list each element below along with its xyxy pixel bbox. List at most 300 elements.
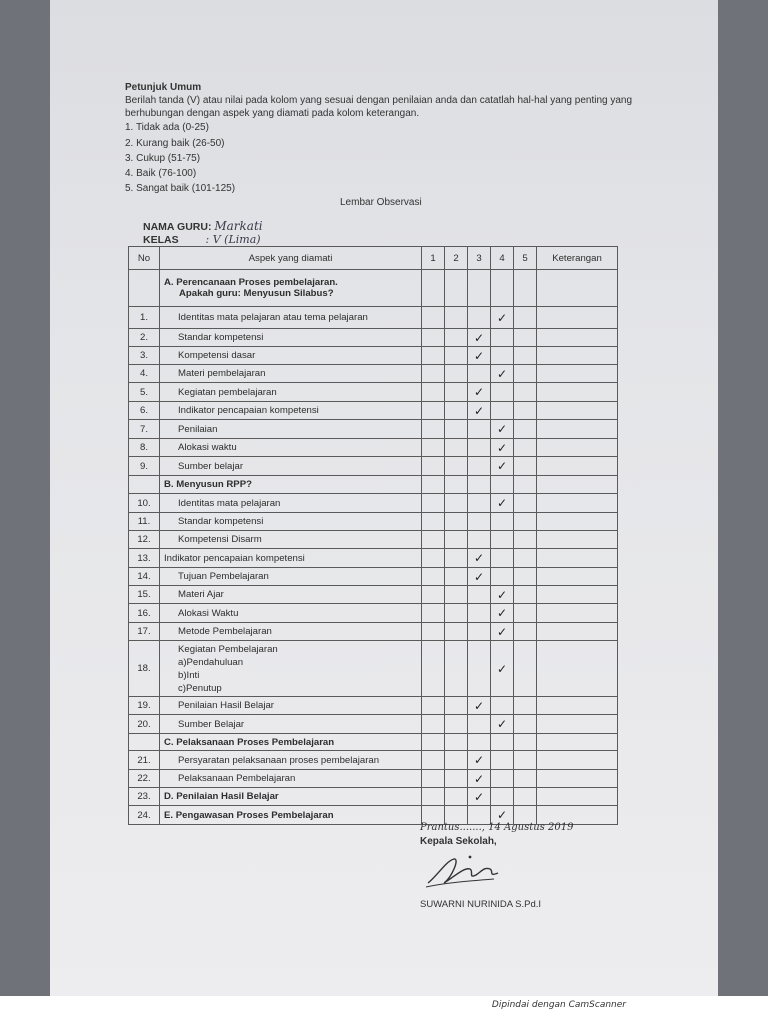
row-aspek	[160, 365, 422, 383]
header-score-2: 2	[445, 247, 468, 270]
score-cell-1	[422, 586, 445, 604]
table-row	[129, 439, 618, 457]
score-cell-4	[491, 586, 514, 604]
score-cell-2	[445, 513, 468, 531]
row-18-subitem-label: Pendahuluan	[186, 656, 244, 668]
score-cell-4	[491, 715, 514, 734]
section-letter: D.	[164, 791, 174, 802]
score-cell-1	[422, 568, 445, 586]
row-number: 2.	[129, 329, 160, 347]
row-number: 19.	[129, 697, 160, 715]
row-aspek	[160, 586, 422, 604]
score-cell-5	[514, 329, 537, 347]
table-row	[129, 402, 618, 420]
row-18-subitem	[164, 656, 421, 669]
check-mark-icon: ✓	[496, 808, 508, 822]
row-number: 21.	[129, 751, 160, 770]
row-aspek-label: Materi Ajar	[178, 589, 224, 600]
row-aspek	[160, 531, 422, 549]
score-cell-5	[514, 604, 537, 623]
table-row	[129, 788, 618, 806]
table-row	[129, 715, 618, 734]
section-c-letter: C.	[164, 736, 174, 748]
header-score-4: 4	[491, 247, 514, 270]
scale-item-5: 5. Sangat baik (101-125)	[125, 183, 236, 194]
row-aspek	[160, 697, 422, 715]
class-value: : V (Lima)	[205, 233, 261, 246]
score-cell-2	[445, 549, 468, 568]
row-aspek	[160, 549, 422, 568]
keterangan-cell	[537, 439, 618, 457]
keterangan-cell	[537, 531, 618, 549]
score-cell-5	[514, 788, 537, 806]
score-cell-3	[468, 402, 491, 420]
row-aspek-label: Sumber belajar	[178, 460, 244, 472]
score-cell-3	[468, 568, 491, 586]
score-cell-4	[491, 568, 514, 586]
score-cell-3	[468, 788, 491, 806]
row-number: 8.	[129, 439, 160, 457]
row-18-subitem-label: Penutup	[186, 682, 222, 694]
score-cell-1	[422, 402, 445, 420]
score-cell-2	[445, 788, 468, 806]
row-number: 22.	[129, 770, 160, 788]
row-aspek	[160, 457, 422, 476]
row-aspek-label: Indikator pencapaian kompetensi	[164, 552, 305, 564]
score-cell-4	[491, 697, 514, 715]
row-number: 13.	[129, 549, 160, 568]
row-aspek-label: Penilaian Hasil Belajar	[178, 700, 274, 711]
check-mark-icon: ✓	[473, 789, 485, 804]
table-row	[129, 457, 618, 476]
score-cell-5	[514, 751, 537, 770]
score-cell-4	[491, 383, 514, 402]
row-aspek	[160, 347, 422, 365]
score-cell-3	[468, 513, 491, 531]
keterangan-cell	[537, 549, 618, 568]
check-mark-icon: ✓	[473, 403, 485, 418]
score-cell-1	[422, 770, 445, 788]
check-mark-icon: ✓	[473, 385, 485, 399]
score-cell-2	[445, 439, 468, 457]
score-cell-4	[491, 420, 514, 439]
row-18-subitem-label: Inti	[186, 669, 200, 681]
row-number: 11.	[129, 513, 160, 531]
keterangan-cell	[537, 788, 618, 806]
row-aspek-label: Pengawasan Proses Pembelajaran	[175, 809, 334, 821]
table-row	[129, 641, 618, 697]
score-cell-1	[422, 347, 445, 365]
score-cell-2	[445, 402, 468, 420]
row-number: 9.	[129, 457, 160, 476]
observation-table	[128, 246, 618, 825]
row-number: 5.	[129, 383, 160, 402]
keterangan-cell	[537, 697, 618, 715]
score-cell-1	[422, 439, 445, 457]
score-cell-2	[445, 586, 468, 604]
row-aspek	[160, 383, 422, 402]
scale-item-3: 3. Cukup (51-75)	[125, 153, 201, 164]
check-mark-icon: ✓	[496, 459, 508, 473]
score-cell-5	[514, 586, 537, 604]
score-cell-5	[514, 715, 537, 734]
section-a-letter: A.	[164, 277, 174, 288]
row-number: 3.	[129, 347, 160, 365]
keterangan-cell	[537, 623, 618, 641]
table-row	[129, 531, 618, 549]
row-aspek	[160, 568, 422, 586]
score-cell-1	[422, 494, 445, 513]
score-cell-3	[468, 751, 491, 770]
score-cell-4	[491, 770, 514, 788]
score-cell-4	[491, 365, 514, 383]
score-cell-1	[422, 788, 445, 806]
score-cell-4	[491, 751, 514, 770]
table-row	[129, 307, 618, 329]
row-18-subitem	[164, 682, 421, 695]
check-mark-icon: ✓	[496, 717, 508, 731]
row-aspek-label: Indikator pencapaian kompetensi	[178, 405, 319, 416]
keterangan-cell	[537, 457, 618, 476]
score-cell-2	[445, 715, 468, 734]
row-number: 4.	[129, 365, 160, 383]
score-cell-3	[468, 697, 491, 715]
check-mark-icon: ✓	[496, 606, 508, 620]
score-cell-5	[514, 402, 537, 420]
row-aspek-label: Kompetensi Disarm	[178, 534, 262, 545]
score-cell-5	[514, 770, 537, 788]
score-cell-2	[445, 329, 468, 347]
section-c-row	[129, 734, 618, 751]
score-cell-3	[468, 329, 491, 347]
teacher-name-row	[143, 219, 263, 233]
row-number: 7.	[129, 420, 160, 439]
score-cell-1	[422, 329, 445, 347]
keterangan-cell	[537, 307, 618, 329]
check-mark-icon: ✓	[473, 698, 485, 713]
check-mark-icon: ✓	[473, 569, 485, 584]
score-cell-3	[468, 586, 491, 604]
row-aspek	[160, 329, 422, 347]
score-cell-5	[514, 439, 537, 457]
score-cell-2	[445, 307, 468, 329]
score-cell-1	[422, 457, 445, 476]
score-cell-5	[514, 697, 537, 715]
row-aspek-label: Kompetensi dasar	[178, 350, 256, 361]
table-row	[129, 549, 618, 568]
score-cell-3	[468, 383, 491, 402]
keterangan-cell	[537, 586, 618, 604]
check-mark-icon: ✓	[473, 551, 485, 565]
row-number: 6.	[129, 402, 160, 420]
row-aspek	[160, 641, 422, 697]
score-cell-3	[468, 307, 491, 329]
row-aspek-label: Persyaratan pelaksanaan proses pembelajaran	[178, 754, 380, 766]
row-aspek	[160, 439, 422, 457]
table-row	[129, 420, 618, 439]
score-cell-2	[445, 641, 468, 697]
keterangan-cell	[537, 329, 618, 347]
table-row	[129, 329, 618, 347]
footer-strip	[0, 996, 768, 1024]
row-aspek	[160, 770, 422, 788]
keterangan-cell	[537, 513, 618, 531]
section-b-letter: B.	[164, 479, 174, 490]
score-cell-4	[491, 329, 514, 347]
keterangan-cell	[537, 751, 618, 770]
score-cell-2	[445, 770, 468, 788]
score-cell-1	[422, 697, 445, 715]
row-number: 20.	[129, 715, 160, 734]
score-cell-5	[514, 641, 537, 697]
row-aspek	[160, 513, 422, 531]
scanner-label: Dipindai dengan CamScanner	[491, 1000, 626, 1010]
check-mark-icon: ✓	[496, 366, 508, 381]
row-aspek	[160, 788, 422, 806]
score-cell-5	[514, 549, 537, 568]
score-cell-3	[468, 715, 491, 734]
check-mark-icon: ✓	[496, 661, 508, 676]
table-row	[129, 623, 618, 641]
score-cell-2	[445, 604, 468, 623]
instructions-text-line1: Berilah tanda (V) atau nilai pada kolom yang sesuai dengan penilaian anda dan catatlah hal-hal yang penting yang	[125, 95, 633, 106]
score-cell-4	[491, 531, 514, 549]
score-cell-1	[422, 531, 445, 549]
score-cell-5	[514, 420, 537, 439]
row-aspek-label: Kegiatan pembelajaran	[178, 386, 277, 398]
score-cell-5	[514, 513, 537, 531]
score-cell-1	[422, 623, 445, 641]
header-keterangan: Keterangan	[537, 247, 618, 270]
score-cell-2	[445, 568, 468, 586]
section-a-heading	[160, 270, 422, 307]
row-number: 23.	[129, 788, 160, 806]
row-number: 17.	[129, 623, 160, 641]
score-cell-1	[422, 365, 445, 383]
score-cell-2	[445, 623, 468, 641]
row-aspek	[160, 420, 422, 439]
row-18-title: Kegiatan Pembelajaran	[178, 643, 278, 655]
row-aspek-label: Alokasi Waktu	[178, 607, 239, 619]
table-body	[129, 270, 618, 825]
table-row	[129, 586, 618, 604]
score-cell-4	[491, 623, 514, 641]
row-aspek	[160, 715, 422, 734]
score-cell-4	[491, 641, 514, 697]
signature-role: Kepala Sekolah,	[420, 836, 497, 847]
section-a-line2: Apakah guru: Menyusun Silabus?	[179, 288, 334, 299]
score-cell-4	[491, 402, 514, 420]
check-mark-icon: ✓	[473, 771, 485, 786]
row-aspek-label: Penilaian	[178, 423, 218, 435]
score-cell-1	[422, 420, 445, 439]
score-cell-3	[468, 549, 491, 568]
table-row	[129, 513, 618, 531]
table-row	[129, 604, 618, 623]
score-cell-2	[445, 531, 468, 549]
section-a-line1: Perencanaan Proses pembelajaran.	[176, 277, 338, 288]
score-cell-5	[514, 457, 537, 476]
score-cell-1	[422, 751, 445, 770]
score-cell-3	[468, 494, 491, 513]
score-cell-5	[514, 365, 537, 383]
row-aspek	[160, 307, 422, 329]
row-number: 10.	[129, 494, 160, 513]
score-cell-3	[468, 604, 491, 623]
instructions-text-line2: berhubungan dengan aspek yang diamati pada kolom keterangan.	[125, 108, 420, 119]
keterangan-cell	[537, 604, 618, 623]
row-number: 15.	[129, 586, 160, 604]
score-cell-2	[445, 347, 468, 365]
score-cell-5	[514, 531, 537, 549]
row-aspek-label: Metode Pembelajaran	[178, 626, 272, 637]
table-row	[129, 568, 618, 586]
table-row	[129, 751, 618, 770]
header-no: No	[129, 247, 160, 270]
score-cell-3	[468, 531, 491, 549]
score-cell-4	[491, 494, 514, 513]
row-aspek	[160, 604, 422, 623]
section-c-heading	[160, 734, 422, 751]
row-aspek	[160, 494, 422, 513]
score-cell-2	[445, 457, 468, 476]
score-cell-3	[468, 770, 491, 788]
handwritten-signature-icon	[424, 853, 504, 893]
score-cell-2	[445, 494, 468, 513]
row-aspek-label: Alokasi waktu	[178, 442, 237, 453]
row-number: 18.	[129, 641, 160, 697]
row-aspek-label: Identitas mata pelajaran atau tema pelajaran	[178, 312, 368, 323]
teacher-name-value: Markati	[214, 219, 263, 233]
score-cell-3	[468, 623, 491, 641]
row-aspek	[160, 751, 422, 770]
check-mark-icon: ✓	[496, 587, 508, 602]
score-cell-5	[514, 623, 537, 641]
scale-item-4: 4. Baik (76-100)	[125, 168, 197, 179]
teacher-name-label: NAMA GURU:	[143, 221, 212, 233]
row-aspek-label: Standar kompetensi	[178, 516, 264, 527]
score-cell-4	[491, 307, 514, 329]
score-cell-4	[491, 513, 514, 531]
row-18-subitem-letter: c)	[178, 682, 186, 694]
score-cell-1	[422, 715, 445, 734]
score-cell-2	[445, 383, 468, 402]
keterangan-cell	[537, 347, 618, 365]
section-c-label: Pelaksanaan Proses Pembelajaran	[176, 736, 335, 748]
header-score-3: 3	[468, 247, 491, 270]
table-row	[129, 347, 618, 365]
row-number: 12.	[129, 531, 160, 549]
document-title: Lembar Observasi	[340, 197, 422, 208]
score-cell-5	[514, 383, 537, 402]
score-cell-4	[491, 439, 514, 457]
table-row	[129, 365, 618, 383]
header-aspek: Aspek yang diamati	[160, 247, 422, 270]
scale-item-1: 1. Tidak ada (0-25)	[125, 122, 209, 133]
keterangan-cell	[537, 494, 618, 513]
score-cell-3	[468, 457, 491, 476]
row-number: 16.	[129, 604, 160, 623]
section-b-label: Menyusun RPP?	[176, 479, 252, 490]
table-header-row	[129, 247, 618, 270]
score-cell-3	[468, 365, 491, 383]
score-cell-3	[468, 439, 491, 457]
table-row	[129, 383, 618, 402]
row-aspek-label: Tujuan Pembelajaran	[178, 571, 269, 582]
row-aspek-label: Materi pembelajaran	[178, 368, 266, 379]
row-18-subitem-letter: a)	[178, 656, 187, 668]
score-cell-5	[514, 347, 537, 365]
check-mark-icon: ✓	[473, 330, 485, 345]
scale-item-2: 2. Kurang baik (26-50)	[125, 138, 225, 149]
score-cell-4	[491, 788, 514, 806]
class-label: KELAS	[143, 234, 179, 246]
score-cell-4	[491, 549, 514, 568]
score-cell-3	[468, 347, 491, 365]
score-cell-1	[422, 307, 445, 329]
row-aspek	[160, 402, 422, 420]
check-mark-icon: ✓	[496, 310, 508, 325]
row-aspek-label: Penilaian Hasil Belajar	[176, 791, 279, 802]
score-cell-2	[445, 420, 468, 439]
section-letter: E.	[164, 809, 174, 821]
instructions-title: Petunjuk Umum	[125, 82, 202, 93]
keterangan-cell	[537, 568, 618, 586]
score-cell-4	[491, 347, 514, 365]
row-aspek	[160, 806, 422, 825]
score-cell-5	[514, 494, 537, 513]
score-cell-5	[514, 568, 537, 586]
check-mark-icon: ✓	[496, 496, 508, 510]
header-score-5: 5	[514, 247, 537, 270]
score-cell-3	[468, 420, 491, 439]
row-aspek-label: Pelaksanaan Pembelajaran	[178, 773, 296, 784]
header-score-1: 1	[422, 247, 445, 270]
score-cell-1	[422, 513, 445, 531]
score-cell-4	[491, 604, 514, 623]
section-a-row	[129, 270, 618, 307]
section-b-heading	[160, 476, 422, 494]
keterangan-cell	[537, 383, 618, 402]
score-cell-3	[468, 641, 491, 697]
keterangan-cell	[537, 715, 618, 734]
check-mark-icon: ✓	[496, 624, 508, 639]
keterangan-cell	[537, 420, 618, 439]
score-cell-1	[422, 641, 445, 697]
row-18-subitem-letter: b)	[178, 669, 187, 681]
row-aspek	[160, 623, 422, 641]
score-cell-2	[445, 365, 468, 383]
score-cell-2	[445, 751, 468, 770]
keterangan-cell	[537, 365, 618, 383]
row-aspek-label: Sumber Belajar	[178, 718, 245, 730]
score-cell-1	[422, 604, 445, 623]
principal-name: SUWARNI NURINIDA S.Pd.I	[420, 899, 542, 910]
score-cell-1	[422, 383, 445, 402]
check-mark-icon: ✓	[496, 440, 508, 455]
table-row	[129, 770, 618, 788]
row-number: 24.	[129, 806, 160, 825]
class-row	[143, 233, 261, 246]
score-cell-5	[514, 307, 537, 329]
place-date: Prantus......., 14 Agustus 2019	[420, 822, 574, 833]
keterangan-cell	[537, 770, 618, 788]
check-mark-icon: ✓	[473, 753, 485, 767]
keterangan-cell	[537, 402, 618, 420]
score-cell-2	[445, 697, 468, 715]
row-number: 14.	[129, 568, 160, 586]
check-mark-icon: ✓	[473, 348, 485, 363]
